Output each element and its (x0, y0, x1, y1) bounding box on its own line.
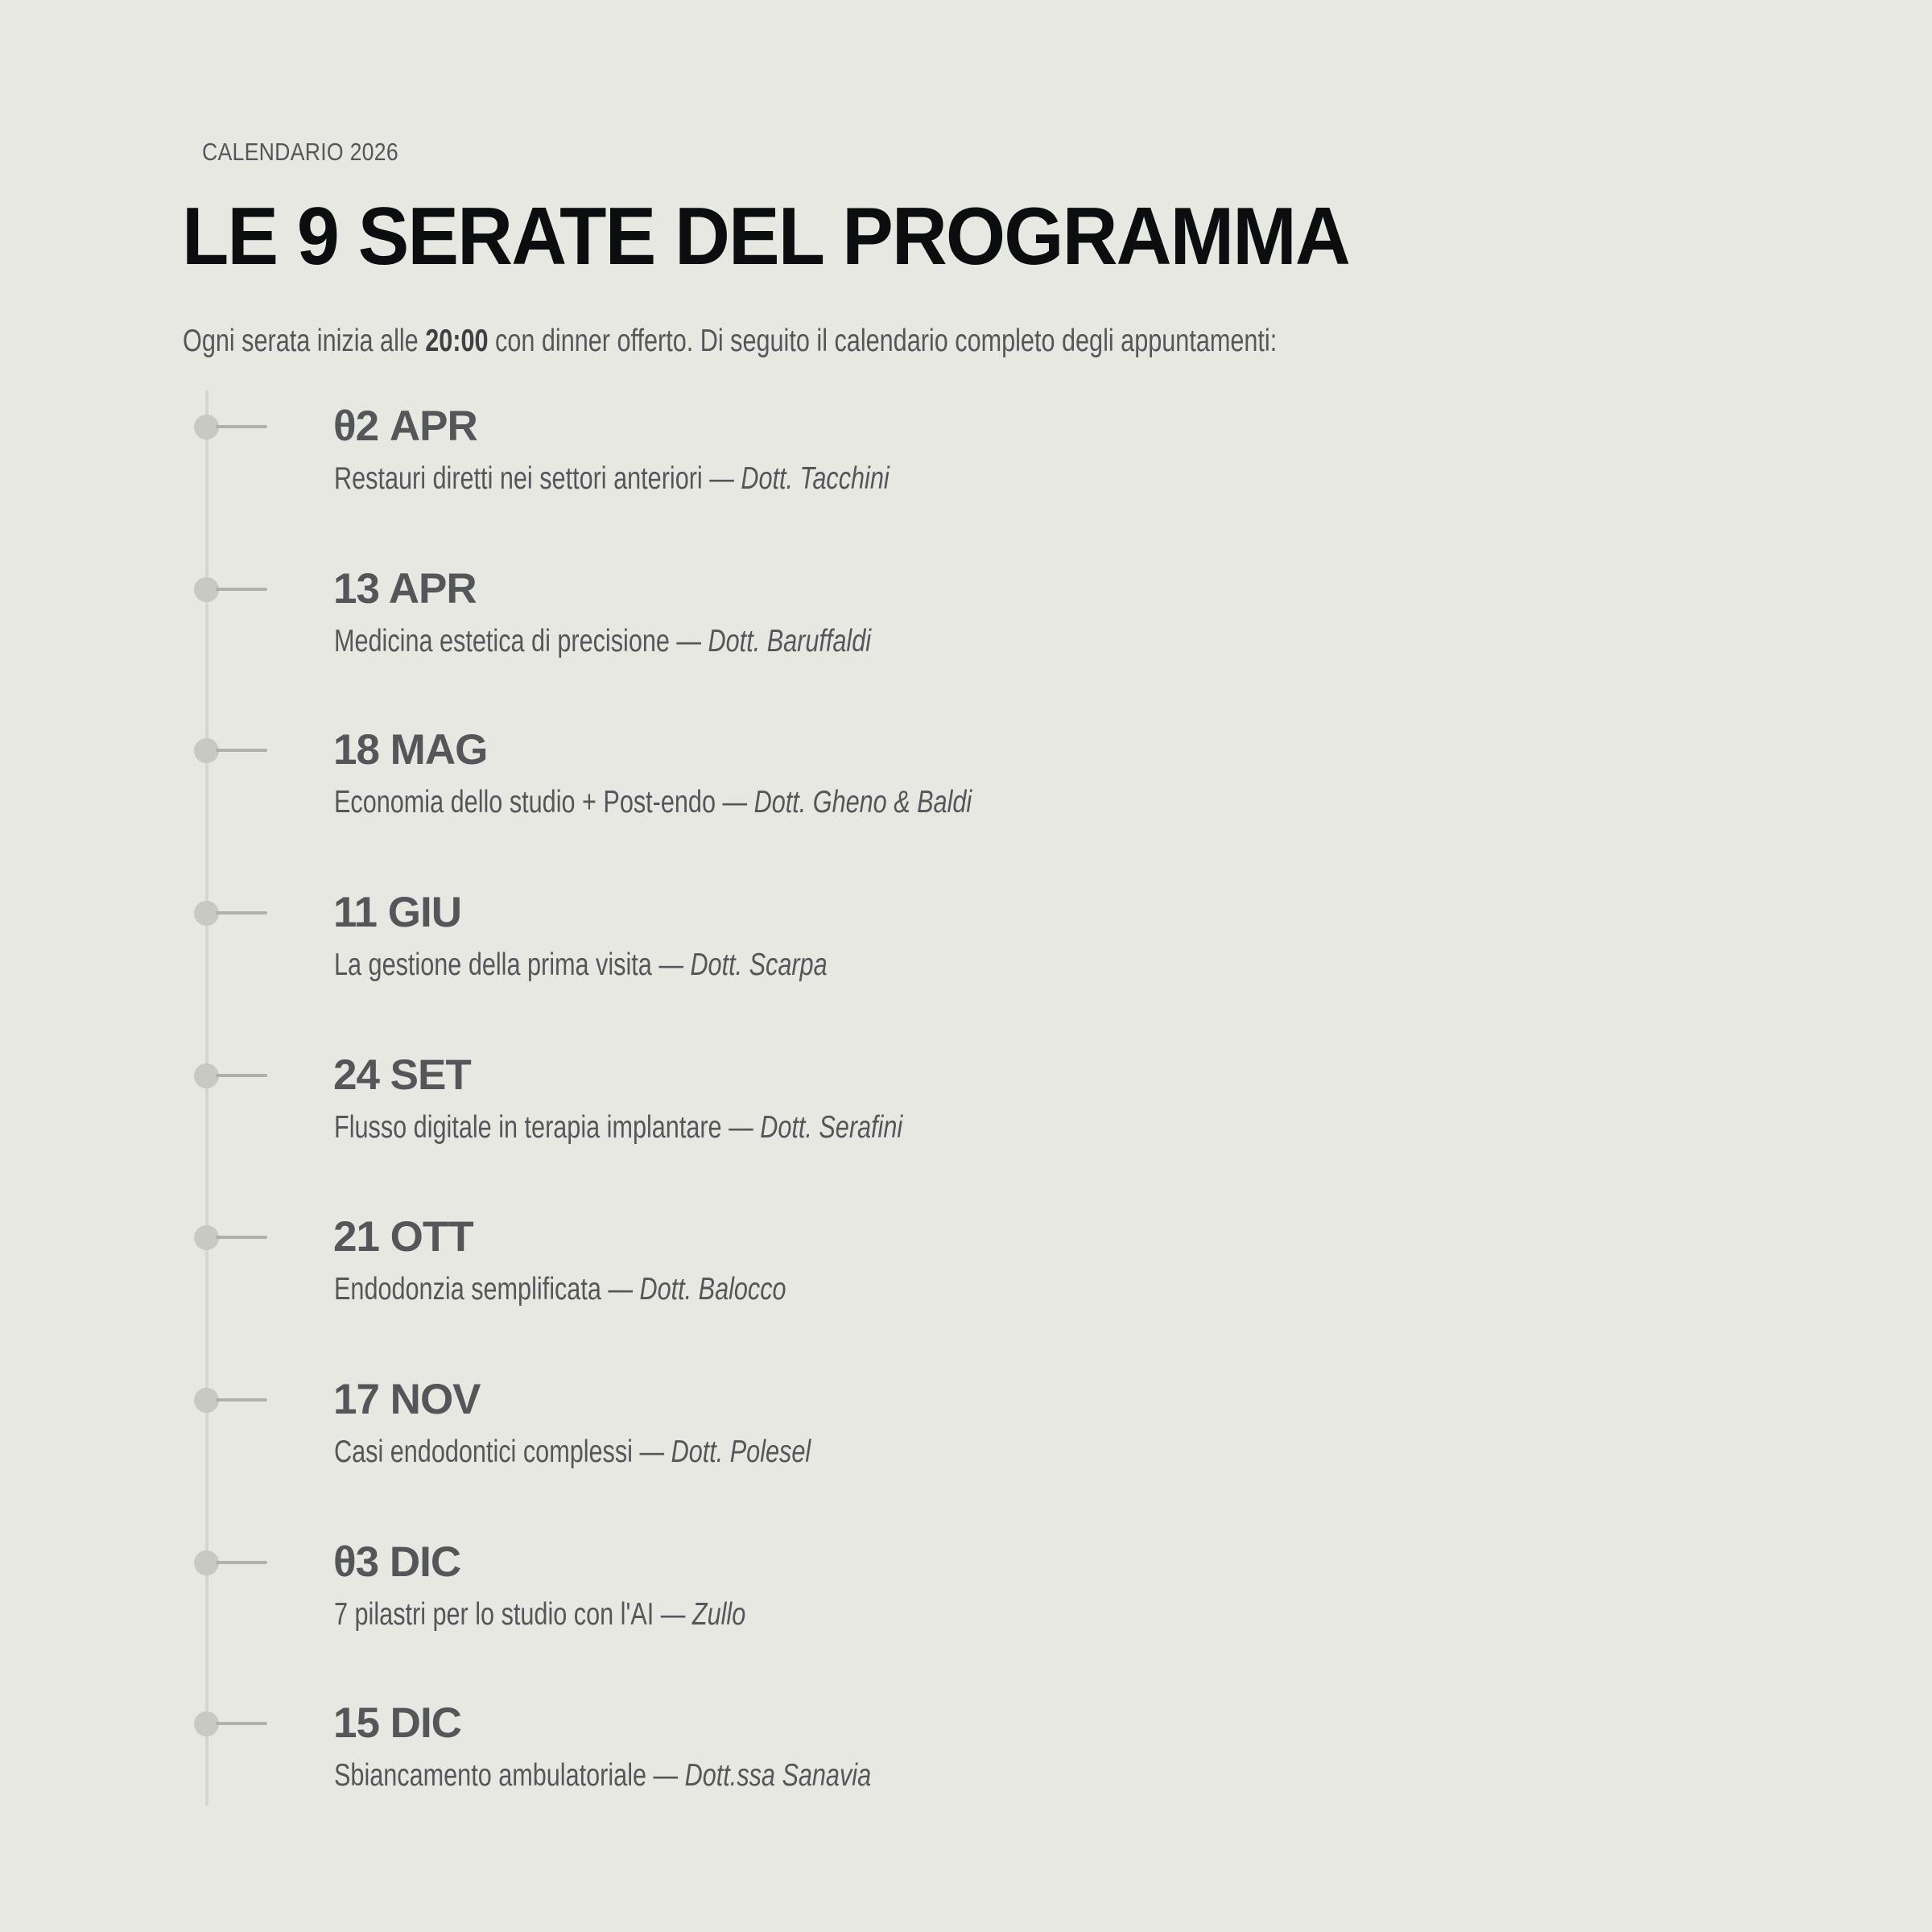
event-date: 17 NOV (333, 1376, 481, 1423)
timeline-connector (216, 1722, 267, 1725)
timeline-item (0, 1051, 1932, 1236)
event-speaker: Dott. Balocco (639, 1272, 786, 1307)
timeline-connector (216, 1398, 267, 1402)
event-description (334, 782, 972, 823)
intro-text-before: Ogni serata inizia alle (183, 324, 426, 358)
event-speaker: Dott. Serafini (760, 1110, 903, 1145)
timeline-connector (216, 911, 267, 914)
event-description (334, 1756, 871, 1796)
timeline-connector (216, 749, 267, 752)
event-separator: — (721, 1110, 761, 1145)
intro-start-time: 20:00 (425, 324, 489, 358)
event-description (334, 621, 871, 662)
event-separator: — (702, 461, 741, 496)
event-description (334, 1432, 811, 1472)
timeline-connector (216, 1074, 267, 1077)
timeline-connector (216, 1236, 267, 1239)
timeline-item (0, 1538, 1932, 1724)
timeline-connector (216, 588, 267, 591)
event-topic: Casi endodontici complessi (334, 1435, 633, 1469)
event-date: 18 MAG (333, 726, 488, 774)
event-speaker: Dott. Baruffaldi (708, 624, 872, 658)
event-date: 11 GIU (333, 889, 461, 936)
event-speaker: Dott. Scarpa (690, 947, 828, 982)
event-date: 21 OTT (333, 1213, 473, 1261)
event-speaker: Dott.ssa Sanavia (684, 1758, 872, 1793)
timeline-item (0, 402, 1932, 588)
event-description (334, 1108, 902, 1148)
eyebrow-label: CALENDARIO 2026 (202, 138, 398, 166)
event-speaker: Dott. Gheno & Baldi (753, 785, 972, 819)
event-topic: La gestione della prima visita (334, 947, 652, 982)
event-speaker: Zullo (691, 1597, 746, 1632)
timeline-connector (216, 425, 267, 428)
event-speaker: Dott. Polesel (671, 1435, 811, 1469)
event-description (334, 945, 828, 985)
timeline-item (0, 1699, 1932, 1885)
timeline-item (0, 726, 1932, 911)
event-date: θ2 APR (333, 402, 477, 450)
event-separator: — (654, 1597, 692, 1632)
event-description (334, 459, 890, 499)
timeline-item (0, 1376, 1932, 1561)
event-separator: — (651, 947, 691, 982)
event-separator: — (669, 624, 708, 658)
page-title: LE 9 SERATE DEL PROGRAMMA (182, 192, 1349, 282)
intro-text (183, 320, 1277, 362)
event-separator: — (715, 785, 754, 819)
event-date: 13 APR (333, 565, 477, 613)
event-speaker: Dott. Tacchini (741, 461, 890, 496)
event-topic: Medicina estetica di precisione (334, 624, 670, 658)
timeline-connector (216, 1561, 267, 1564)
event-topic: Flusso digitale in terapia implantare (334, 1110, 722, 1145)
event-topic: Restauri diretti nei settori anteriori (334, 461, 703, 496)
event-topic: Endodonzia semplificata (334, 1272, 601, 1307)
timeline-item (0, 889, 1932, 1074)
event-date: θ3 DIC (333, 1538, 461, 1586)
event-description (334, 1595, 745, 1635)
event-topic: 7 pilastri per lo studio con l'AI (334, 1597, 654, 1632)
intro-text-after: con dinner offerto. Di seguito il calendario completo degli appuntamenti: (488, 324, 1278, 358)
event-description (334, 1269, 786, 1310)
timeline-item (0, 1213, 1932, 1398)
event-separator: — (632, 1435, 671, 1469)
event-separator: — (646, 1758, 685, 1793)
timeline-item (0, 565, 1932, 750)
event-date: 15 DIC (333, 1699, 461, 1747)
event-separator: — (601, 1272, 640, 1307)
event-date: 24 SET (333, 1051, 471, 1099)
event-topic: Economia dello studio + Post-endo (334, 785, 716, 819)
event-topic: Sbiancamento ambulatoriale (334, 1758, 647, 1793)
